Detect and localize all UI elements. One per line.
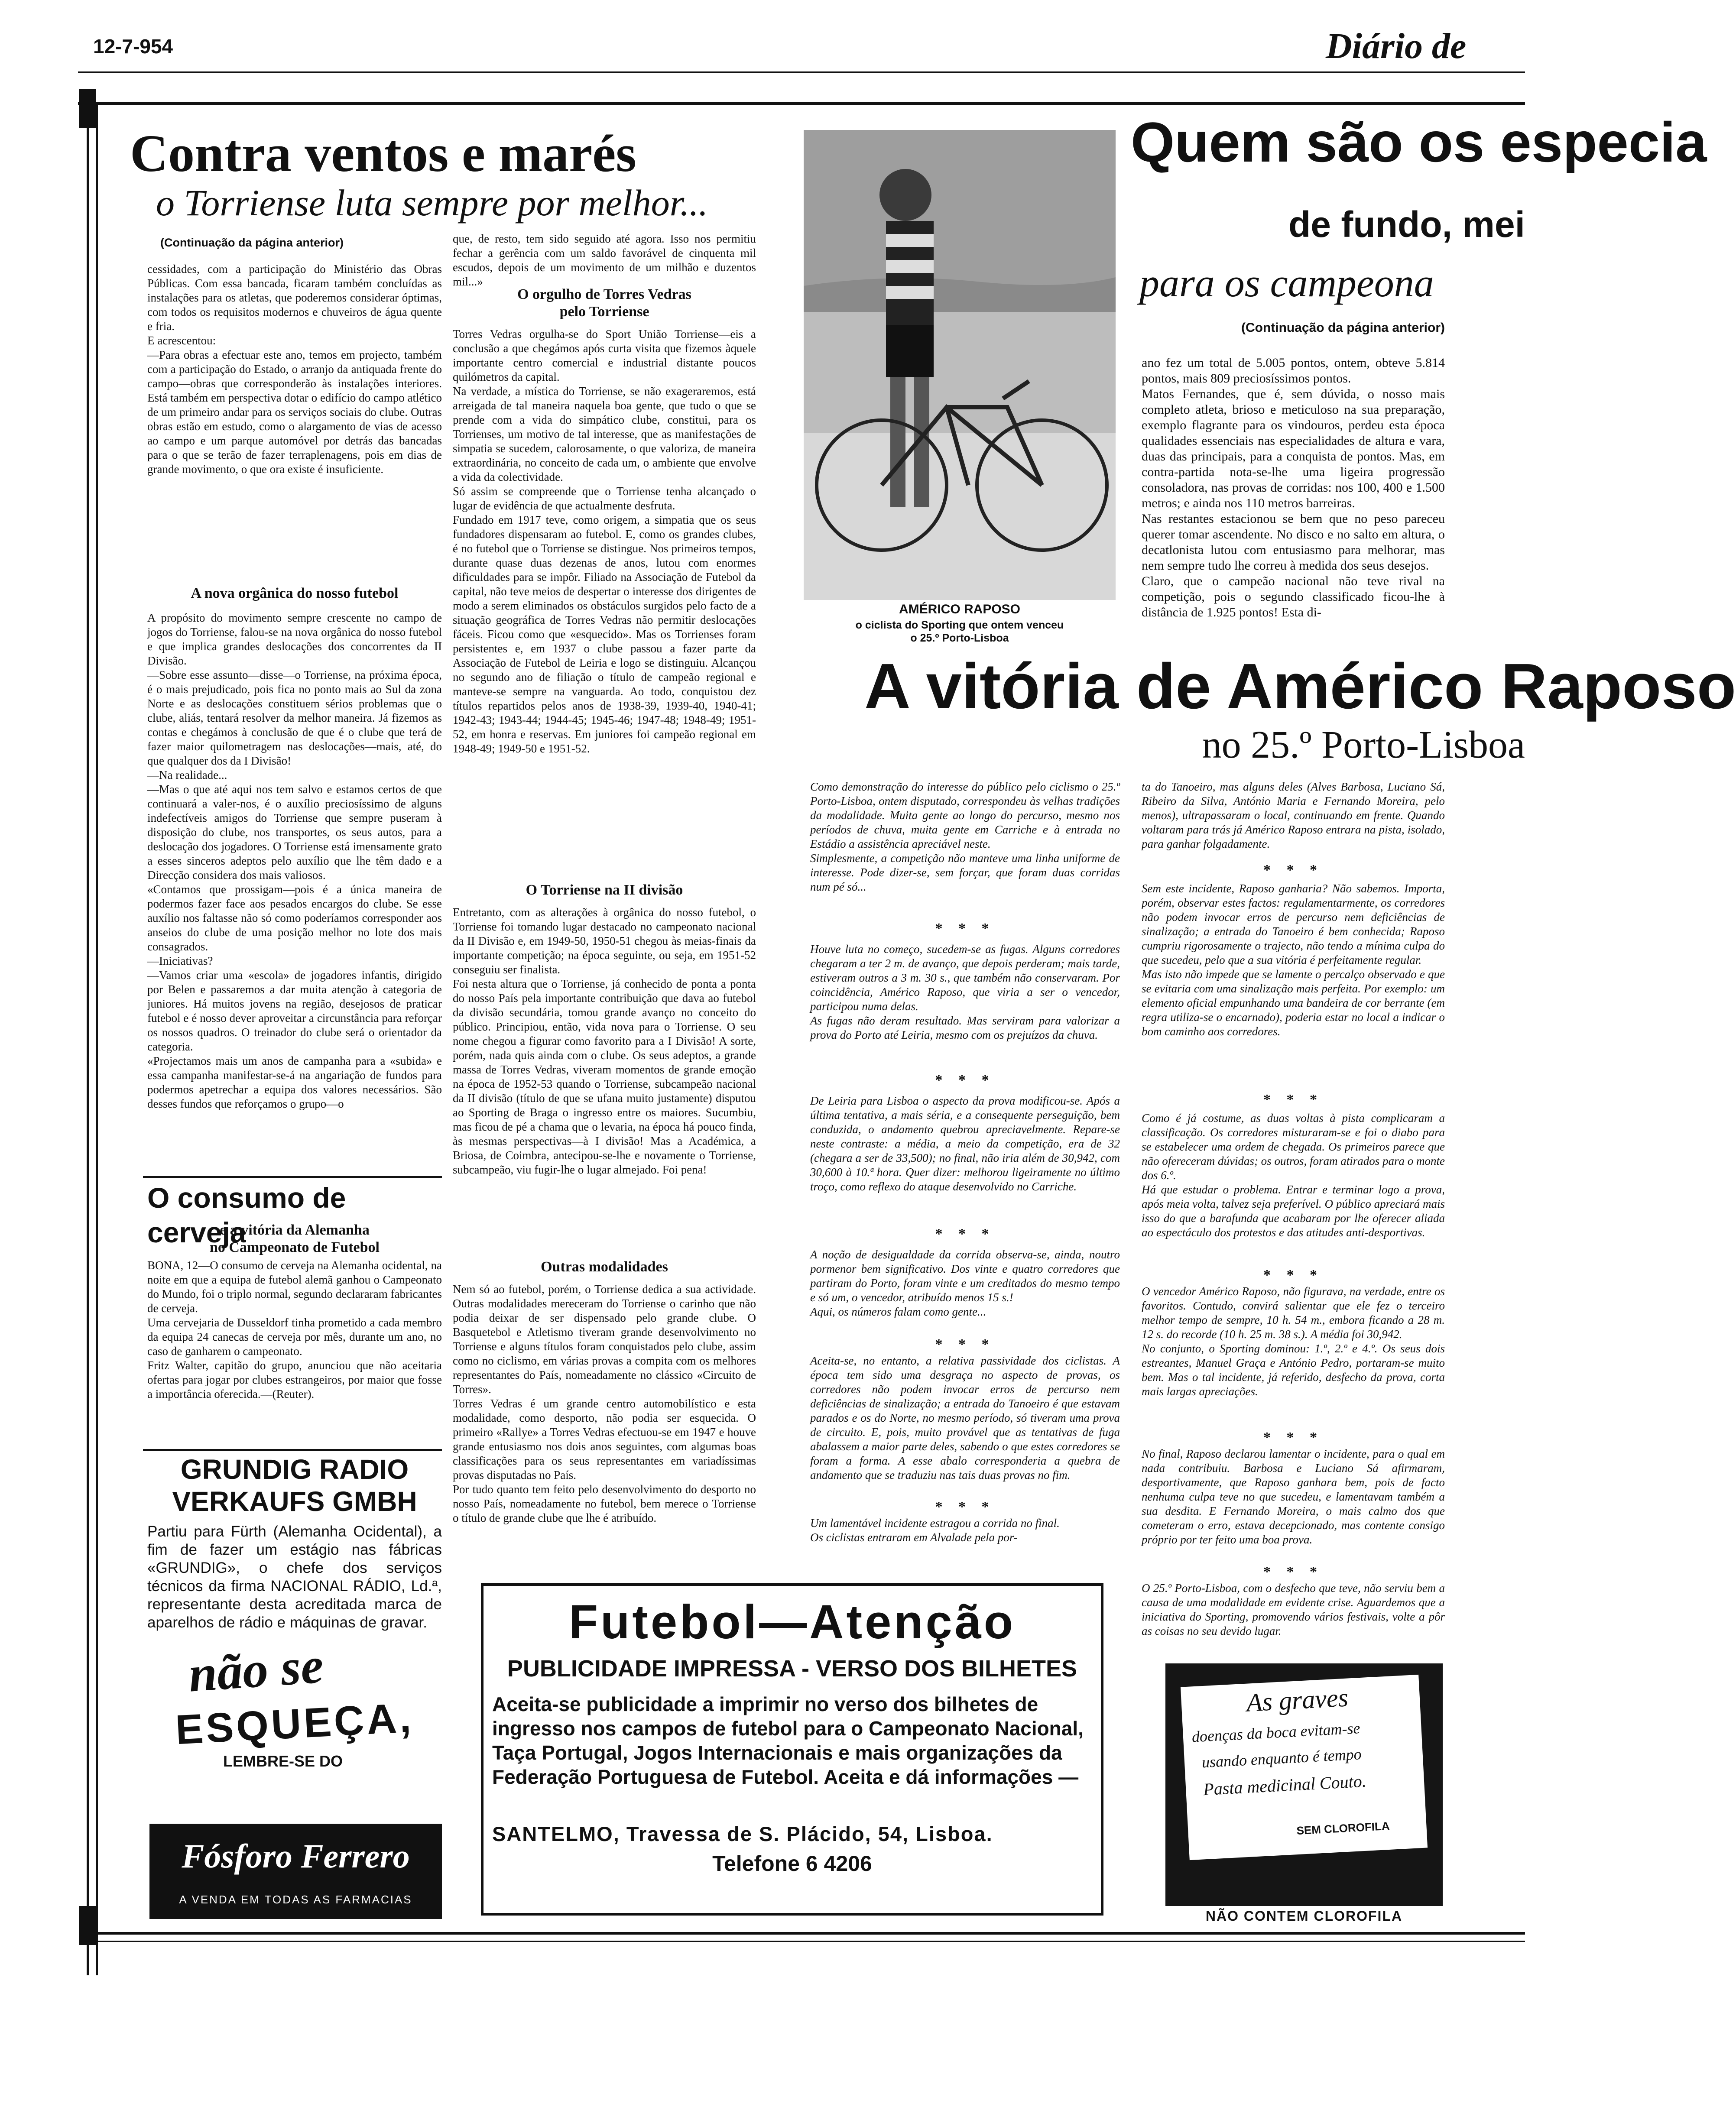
raposo-stars-10: * * * [1263, 1564, 1323, 1580]
pasta-ad-card [1181, 1675, 1428, 1860]
raposo-stars-5: * * * [935, 1499, 995, 1515]
corner-block-bottom [79, 1906, 96, 1945]
right-article-subtitle1: de fundo, mei [1288, 204, 1525, 245]
raposo-col2-c: Como é já costume, as duas voltas à pista complicaram a classificação. Os corredores misturaram-se e foi o diabo para se estabelecer uma ordem de chegada. Os primeiros parece que não ofereceram dúvidas; os outros, foram atirados para o monte dos 6.º. Há que estudar o problema. Entrar e terminar logo a prova, após meia volta, talvez seja preferível. O público apreciará mais isso do que a barafunda que acabaram por lhe oferecer aliada ao espectáculo dos protestos e das atitudes anti-desportivas. [1142, 1112, 1445, 1239]
fosforo-ad [149, 1637, 442, 1919]
pasta-line4: Pasta medicinal Couto. [1203, 1771, 1367, 1799]
left-col-a-p2: A propósito do movimento sempre crescente no campo de jogos do Torriense, falou-se na nova orgânica do nosso futebol e que implica grandes deslocações dos concorrentes da II Divisão. —Sobre esse assunto—disse—o Torriense, na próxima época, é o mais prejudicado, pois fica no ponto mais ao Sul da zona Norte e as deslocações constituem sérios problemas que o clube, aliás, tentará resolver da melhor maneira. Já fizemos as contas e chegámos à conclusão de que é o clube que terá de fazer maior quilometragem nas deslocações—mais, até, do que qualquer dos da I Divisão! —Na realidade... —Mas o que até aqui nos tem salvo e estamos certos de que continuará a valer-nos, é o auxílio preciosíssimo de alguns indefectíveis amigos do Torriense que sempre puseram à disposição do clube, nos transportes, os seus autos, para a deslocação dos jogadores. O Torriense está imensamente grato a esses sinceros adeptos pelo auxílio que lhe têm dado e a Direcção considera dos mais valiosos. «Contamos que prossigam—pois é a única maneira de podermos fazer face aos pesados encargos do clube. Se esse auxílio nos faltasse não só como poderíamos corresponder aos anseios do clube de uma posição melhor no lote dos mais consagrados. —Iniciativas? —Vamos criar uma «escola» de jogadores infantis, dirigido por Belen e passaremos a dar muita atenção à categoria de juniores. Há muitos jovens na região, desejosos de praticar futebol e é nosso dever aproveitar a circunstância para reforçar os nossos quadros. O treinador do clube será o orientador da categoria. «Projectamos mais um anos de campanha para a «subida» e essa campanha manifestar-se-á na angariação de fundos para podermos apetrechar a equipa dos valores necessários. São desses fundos que reforçamos o grupo—o [147, 611, 442, 1110]
pasta-line1: As graves [1246, 1683, 1349, 1717]
pasta-footer: NÃO CONTEM CLOROFILA [1205, 1908, 1403, 1924]
fosforo-line2: ESQUEÇA, [174, 1694, 415, 1754]
raposo-col1-e: Aceita-se, no entanto, a relativa passividade dos ciclistas. A época tem sido uma desgraça no aspecto de provas, os corredores não podem invocar erros de percurso nem deficiências de sinalização; a entrada do Tanoeiro é que estavam parados e os do Norte, no mesmo período, só tiveram uma prova de circuito. E, pois, muito provável que as tentativas de fuga abalassem a maior parte deles, sabendo o que estes corredores se foram a forma. A esse abalo corresponderia a quebra de andamento que se traduziu nas tais duas provas no fim. [810, 1354, 1120, 1481]
fosforo-brand: Fósforo Ferrero [182, 1837, 410, 1875]
right-article-title: Quem são os especia [1131, 110, 1707, 174]
raposo-stars-7: * * * [1263, 1092, 1323, 1108]
heading-outras: Outras modalidades [541, 1259, 668, 1275]
futebol-ad [481, 1583, 1103, 1916]
masthead: Diário de [1326, 26, 1467, 66]
frame-left-outer [87, 104, 89, 1975]
beer-title: O consumo de cerveja [147, 1182, 346, 1248]
right-article-subtitle2: para os campeona [1139, 261, 1434, 305]
right-article-body: ano fez um total de 5.005 pontos, ontem, obteve 5.814 pontos, mais 809 preciosíssimos pontos. Matos Fernandes, que é, sem dúvida, o nosso mais completo atleta, brioso e meticuloso na sua preparação, exemplo flagrante para os vindouros, perdeu esta época qualidades essenciais nas especialidades de altura e vara, duas das principais, para a conquista de pontos. Mas, em contra-partida nota-se-lhe uma ligeira progressão consoladora, nas provas de corridas: nos 100, 400 e 1.500 metros; e ainda nos 110 metros barreiras. Nas restantes estacionou se bem que no peso pareceu querer tomar ascendente. No disco e no salto em altura, o decatlonista lutou com entusiasmo para melhorar, mas nem sempre tudo lhe correu à medida dos seus desejos. Claro, que o campeão nacional não teve rival na competição, pois o segundo classificado ficou-lhe à distância de 1.925 pontos! Esta di- [1142, 356, 1445, 619]
futebol-ad-contact: SANTELMO, Travessa de S. Plácido, 54, Lisboa. [492, 1822, 993, 1845]
raposo-stars-6: * * * [1263, 862, 1323, 878]
header-rule [78, 71, 1525, 73]
futebol-ad-body: Aceita-se publicidade a imprimir no verso dos bilhetes de ingresso nos campos de futebol para o Campeonato Nacional, Taça Portugal, Jogos Internacionais e mais organizações da Federação Portuguesa de Futebol. Aceita e dá informações — [492, 1693, 1084, 1788]
left-article-subtitle: o Torriense luta sempre por melhor... [156, 182, 708, 224]
futebol-ad-subtitle: PUBLICIDADE IMPRESSA - VERSO DOS BILHETES [507, 1656, 1077, 1682]
heading-nova-organica: A nova orgânica do nosso futebol [191, 585, 399, 601]
raposo-col2-f: O 25.º Porto-Lisboa, com o desfecho que teve, não serviu bem a causa de uma modalidade em evidente crise. Aguardemos que a iniciativa do Sporting, promovendo vários festivais, volte a pôr as coisas no seu devido lugar. [1142, 1582, 1445, 1637]
right-article-continued: (Continuação da página anterior) [1241, 321, 1445, 335]
fosforo-banner [149, 1824, 442, 1919]
raposo-col2-d: O vencedor Américo Raposo, não figurava, na verdade, entre os favoritos. Contudo, convirá salientar que ele fez o terceiro melhor tempo de sempre, 10 h. 54 m., embora ficando a 28 m. 12 s. do recorde (10 h. 25 m. 38 s.). A média foi 30,942. No conjunto, o Sporting dominou: 1.º, 2.º e 4.º. Os seus dois estreantes, Manuel Graça e António Pedro, portaram-se muito bem. Mas o tal incidente, já referido, desfecho da prova, corta mais largas apreciações. [1142, 1285, 1445, 1398]
raposo-subtitle: no 25.º Porto-Lisboa [1202, 723, 1525, 766]
heading-orgulho: O orgulho de Torres Vedras pelo Torriense [517, 286, 691, 320]
raposo-col1-b: Houve luta no começo, sucedem-se as fugas. Alguns corredores chegaram a ter 2 m. de avanço, que depois perderam; mais tarde, estiveram outros a 3 m. 30 s., que também não conservaram. Por coincidência, Américo Raposo, que viria a ser o vencedor, participou numa delas. As fugas não deram resultado. Mas serviram para valorizar a prova do Porto até Leiria, mesmo com os prejuízos da chuva. [810, 943, 1120, 1041]
pasta-line2: doenças da boca evitam-se [1191, 1719, 1361, 1746]
cyclist-photo-illustration [804, 130, 1116, 600]
beer-subtitle: e a vitória da Alemanha no Campeonato de Futebol [210, 1222, 380, 1255]
frame-left-inner [96, 104, 98, 1975]
left-article-title: Contra ventos e marés [130, 124, 636, 183]
futebol-ad-title: Futebol—Atenção [568, 1595, 1016, 1649]
left-col-a-p1: cessidades, com a participação do Ministério das Obras Públicas. Com essa bancada, ficaram também concluídas as instalações para os atletas, que poderemos considerar óptimas, com todos os requisitos modernos e chuveiros de água quente e fria. E acrescentou: —Para obras a efectuar este ano, temos em projecto, também com a participação do Estado, o arranjo da antiquada frente do campo—obras que corresponderão às instalações interiores. Está também em perspectiva dotar o edifício do campo atlético de um primeiro andar para os serviços sociais do clube. Outras obras estão em estudo, como o alargamento de vias de acesso ao campo e um parque automóvel por detrás das bancadas para o que se terão de fazer terraplenagens, pois em dias de grande movimento, o que ora existe é insuficiente. [147, 263, 442, 476]
raposo-col1-c: De Leiria para Lisboa o aspecto da prova modificou-se. Após a última tentativa, a mais séria, e a consequente perseguição, bem conduzida, o andamento quebrou apreciavelmente. Repare-se neste contraste: a média, a meio da competição, era de 32 (chegara a ser de 33,500); no final, não iria além de 30,942, com 30,600 à 10.ª hora. Quer dizer: melhorou ligeiramente no último troço, como reflexo do ataque desenvolvido no Carriche. [810, 1094, 1120, 1193]
futebol-ad-phone: Telefone 6 4206 [712, 1851, 872, 1876]
left-col-b-p5: Entretanto, com as alterações à orgânica do nosso futebol, o Torriense foi tomando lugar destacado no campeonato nacional da II Divisão e, em 1949-50, 1950-51 chegou às meias-finais da importante competição; na época seguinte, ou seja, em 1951-52 conseguiu ser finalista. Foi nesta altura que o Torriense, já conhecido de ponta a ponta do nosso País pela importante contribuição que dava ao futebol da divisão secundária, tomou grande avanço no conceito do público. Principiou, então, vida nova para o Torriense. O seu nome chegou a figurar como favorito para a I Divisão! A sorte, porém, nada quis ainda com o clube. Os seus adeptos, a grande massa de Torres Vedras, viveram momentos de grande emoção na época de 1952-53 quando o Torriense, subcampeão nacional da II divisão (título de que se ufana muito justamente) disputou ao Sporting de Braga o ingresso entre os maiores. Sucumbiu, mas ficou de pé a chama que o levaria, na época há pouco finda, às mesmas perspectivas—à I divisão! Mas a Académica, a Briosa, de Coimbra, antecipou-se-lhe e novamente o Torriense, subcampeão, viu fugir-lhe o lugar almejado. Foi pena! [453, 906, 756, 1176]
pasta-ad [1165, 1663, 1443, 1906]
fosforo-line3: LEMBRE-SE DO [223, 1752, 343, 1770]
raposo-col1-f: Um lamentável incidente estragou a corrida no final. Os ciclistas entraram em Alvalade pela por- [810, 1517, 1060, 1544]
fosforo-line1: não se [186, 1637, 325, 1703]
pasta-line3: usando enquanto é tempo [1201, 1745, 1362, 1771]
fosforo-footer: A VENDA EM TODAS AS FARMACIAS [179, 1893, 412, 1906]
grundig-title: GRUNDIG RADIO VERKAUFS GMBH [172, 1454, 417, 1517]
beer-top-rule [143, 1176, 442, 1178]
corner-block-top [79, 89, 96, 128]
raposo-col1-a: Como demonstração do interesse do público pelo ciclismo o 25.º Porto-Lisboa, ontem disputado, correspondeu às velhas tradições da modalidade. Muita gente ao longo do percurso, mesmo nos períodos de chuva, muita gente em Carriche e à entrada no Estádio a assistência apreciável neste. Simplesmente, a competição não manteve uma linha uniforme de interesse. Pode dizer-se, sem forçar, que foram duas corridas num pé só... [810, 780, 1120, 893]
raposo-col2-a: ta do Tanoeiro, mas alguns deles (Alves Barbosa, Luciano Sá, Ribeiro da Silva, António Maria e Fernando Moreira, pelo menos), ultrapassaram o local, continuando em frente. Quando voltaram para trás já Américo Raposo entrara na pista, isolado, para ganhar folgadamente. [1142, 780, 1445, 850]
beer-body: BONA, 12—O consumo de cerveja na Alemanha ocidental, na noite em que a equipa de futebol alemã ganhou o Campeonato do Mundo, foi o triplo normal, segundo declararam fabricantes de cerveja. Uma cervejaria de Dusseldorf tinha prometido a cada membro da equipa 24 canecas de cerveja por mês, durante um ano, no caso de ganharem o campeonato. Fritz Walter, capitão do grupo, anunciou que não aceitaria ofertas para jogar por clubes estrangeiros, por maior que fosse a importância oferecida.—(Reuter). [147, 1259, 442, 1400]
left-col-b-p6: Nem só ao futebol, porém, o Torriense dedica a sua actividade. Outras modalidades mereceram do Torriense o carinho que não podia deixar de ser dispensado pelo grande clube. O Basquetebol e Atletismo tiveram grande desenvolvimento no Torriense e alguns títulos foram conquistados pelo clube, assim como no ciclismo, em várias provas a compita com os melhores representantes do País, nomeadamente no clássico «Circuito de Torres». Torres Vedras é um grande centro automobilístico e esta modalidade, como desporto, não podia ser esquecida. O primeiro «Rallye» a Torres Vedras efectuou-se em 1947 e houve grande entusiasmo nos dois anos seguintes, com algumas boas classificações para os seus representantes em variadíssimas provas disputadas no País. Por tudo quanto tem feito pelo desenvolvimento do desporto no nosso País, nomeadamente no futebol, bem merece o Torriense o título de grande clube que lhe é atribuído. [453, 1283, 756, 1524]
header-rule-2 [78, 102, 1525, 105]
page-date: 12-7-954 [93, 35, 173, 58]
raposo-col2-b: Sem este incidente, Raposo ganharia? Não sabemos. Importa, porém, observar estes factos: regulamentarmente, os corredores não podem invocar erros de percurso nem deficiências de sinalização; a entrada do Tanoeiro é bem conhecida; Raposo cumpriu rigorosamente o trajecto, não tendo a mínima culpa do que sucedeu, pelo que a sua vitória é perfeitamente regular. Mas isto não impede que se lamente o percalço observado e que se evitaria com uma sinalização mais perfeita. Por exemplo: um elemento oficial empunhando uma bandeira de cor berrante (em regra utiliza-se o encarnado), poderia estar no local a indicar o bom caminho aos corredores. [1142, 882, 1445, 1038]
footer-rule-2 [87, 1941, 1525, 1942]
cyclist-photo [804, 130, 1116, 600]
raposo-stars-4: * * * [935, 1336, 995, 1352]
raposo-col2-e: No final, Raposo declarou lamentar o incidente, para o qual em nada contribuiu. Barbosa e Luciano Sá afirmaram, desportivamente, que Raposo ganhara bem, pois de facto nenhuma culpa teve no que sucedeu, e lamentavam também a sua desdita. E Fernando Moreira, o mais calmo dos que cometeram o erro, estava decepcionado, mas contente consigo próprio por ter feito uma boa prova. [1142, 1447, 1445, 1546]
pasta-badge: SEM CLOROFILA [1296, 1819, 1390, 1838]
grundig-top-rule [143, 1449, 442, 1451]
left-article-continued: (Continuação da página anterior) [160, 236, 344, 249]
raposo-col1-d: A noção de desigualdade da corrida observa-se, ainda, noutro pormenor bem significativo. Dos vinte e quatro corredores que partiram do Porto, foram vinte e um creditados do mesmo tempo e só um, o vencedor, atribuído menos 15 s.! Aqui, os números falam como gente... [810, 1248, 1120, 1318]
left-col-b-p4: Torres Vedras orgulha-se do Sport União Torriense—eis a conclusão a que chegámos após curta visita que fizemos àquele importante centro comercial e industrial distante poucos quilómetros da capital. Na verdade, a mística do Torriense, se não exageraremos, está arreigada de tal maneira naquela boa gente, que tudo o que se prende com a vida do simpático clube, constitui, para os Torrienses, um motivo de tal interesse, que as manifestações de simpatia se sucedem, calorosamente, o que valoriza, de maneira extraordinária, no conceito de cada um, o ambiente que envolve a vida da colectividade. Só assim se compreende que o Torriense tenha alcançado o lugar de evidência de que actualmente desfruta. Fundado em 1917 teve, como origem, a simpatia que os seus fundadores dispensaram ao futebol. E, como os grandes clubes, é no futebol que o Torriense se distingue. Nos primeiros tempos, durante quase duas dezenas de anos, lutou com enormes dificuldades para se impôr. Filiado na Associação de Futebol da capital, não teve meios de despertar o interesse dos dirigentes de modo a serem eliminados os obstáculos surgidos pelo facto de a situação geográfica de Torres Vedras não permitir deslocações fáceis. Ficou como que «esquecido». Mas os Torrienses foram persistentes e, em 1937 o clube passou a fazer parte da Associação de Futebol de Leiria e logo se distinguiu. Alcançou no segundo ano de filiação o título de campeão regional e manteve-se sempre na vanguarda. Ao todo, conquistou dez títulos repartidos pelos anos de 1938-39, 1939-40, 1940-41; 1942-43; 1943-44; 1944-45; 1945-46; 1947-48; 1948-49; 1951-52, em honra e reservas. Em juniores foi campeão regional em 1948-49; 1949-50 e 1951-52. [453, 327, 756, 755]
heading-divisao: O Torriense na II divisão [526, 882, 683, 898]
photo-caption-text: o ciclista do Sporting que ontem venceu o 25.º Porto-Lisboa [855, 619, 1064, 644]
raposo-stars-2: * * * [935, 1072, 995, 1088]
footer-rule [87, 1932, 1525, 1935]
photo-caption-name: AMÉRICO RAPOSO [899, 602, 1021, 616]
raposo-title: A vitória de Américo Raposo [864, 651, 1736, 722]
raposo-stars-1: * * * [935, 921, 995, 937]
raposo-stars-3: * * * [935, 1226, 995, 1242]
raposo-stars-8: * * * [1263, 1267, 1323, 1283]
raposo-stars-9: * * * [1263, 1430, 1323, 1446]
grundig-body: Partiu para Fürth (Alemanha Ocidental), a fim de fazer um estágio nas fábricas «GRUNDIG», o chefe dos serviços técnicos da firma NACIONAL RÁDIO, Ld.ª, representante desta acreditada marca de aparelhos de rádio e máquinas de gravar. [147, 1523, 442, 1631]
left-col-b-p3: que, de resto, tem sido seguido até agora. Isso nos permitiu fechar a gerência com um saldo favorável de cinquenta mil escudos, depois de um movimento de um milhão e duzentos mil...» [453, 232, 756, 288]
